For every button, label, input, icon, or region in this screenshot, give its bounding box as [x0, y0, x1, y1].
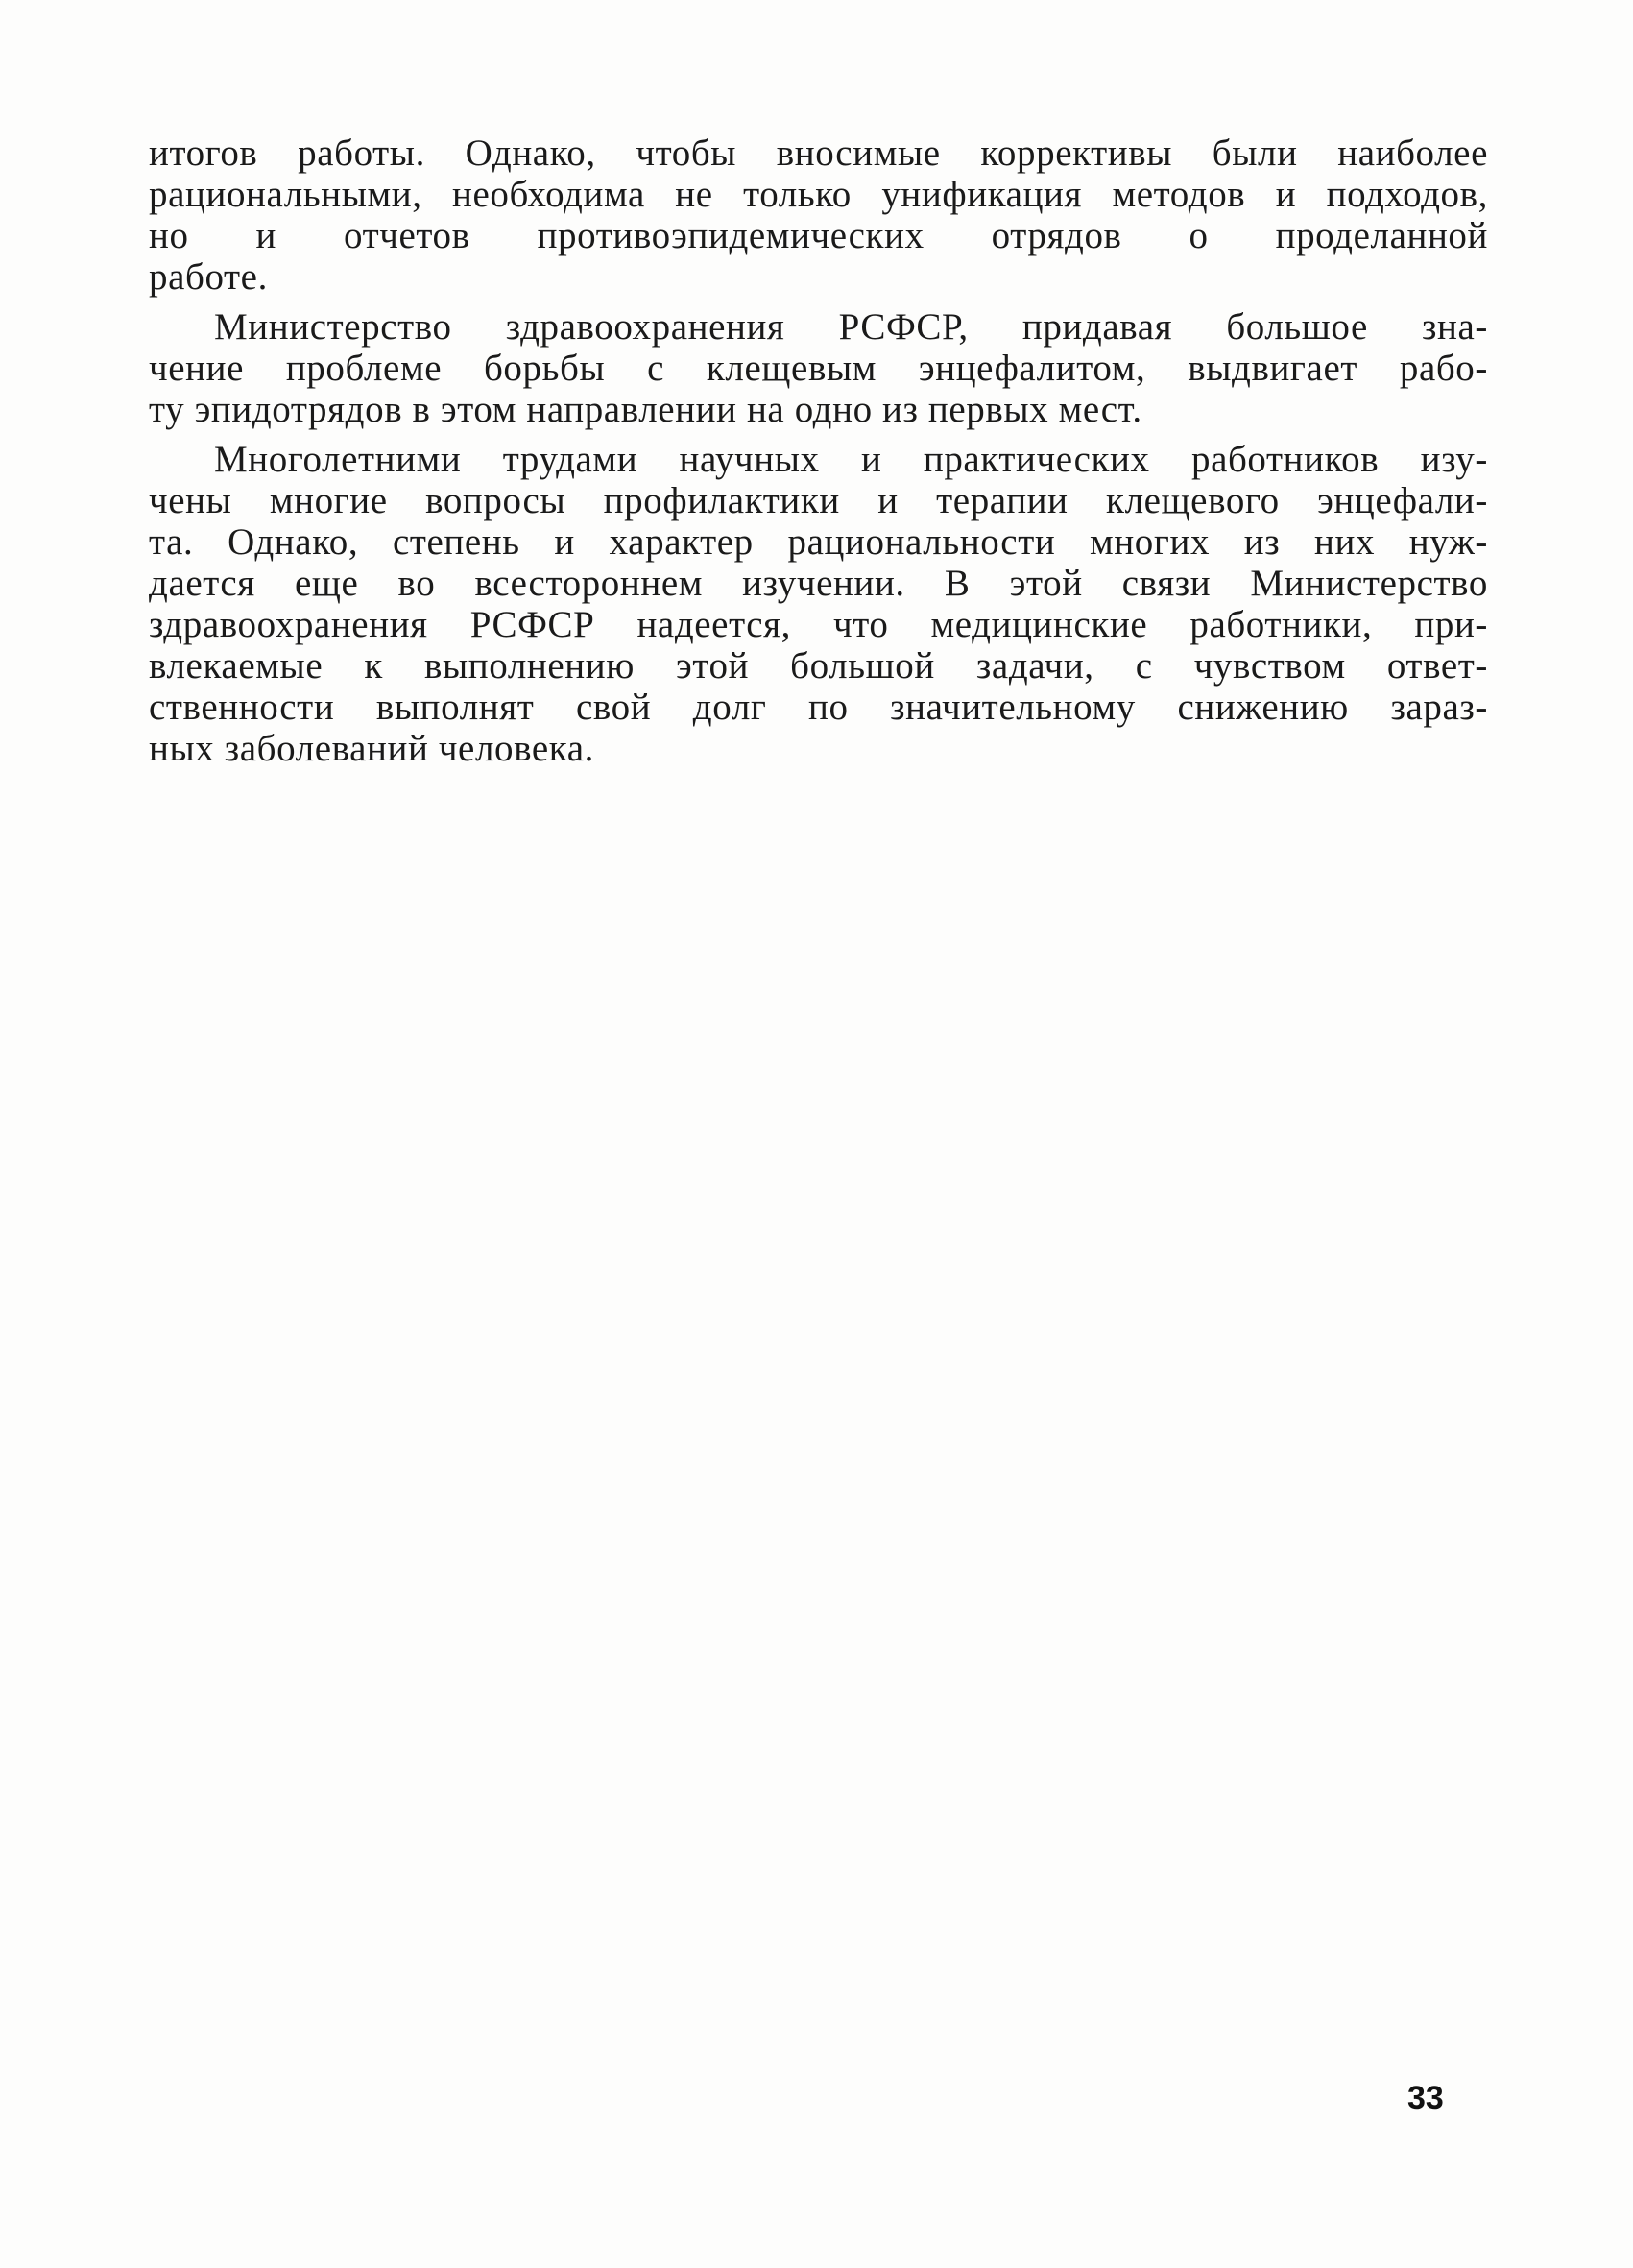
text-line: дается еще во всестороннем изучении. В этой связи Министерство [149, 563, 1488, 604]
paragraph-3 [149, 439, 1488, 769]
paragraph-1 [149, 133, 1488, 298]
text-line: рациональными, необходима не только унификация методов и подходов, [149, 174, 1488, 215]
text-line: здравоохранения РСФСР надеется, что медицинские работники, при- [149, 604, 1488, 645]
text-line: ту эпидотрядов в этом направлении на одно из первых мест. [149, 389, 1142, 430]
text-line: Многолетними трудами научных и практических работников изу- [214, 439, 1488, 480]
text-line: ных заболеваний человека. [149, 728, 595, 769]
paragraph-2 [149, 306, 1488, 430]
text-line: но и отчетов противоэпидемических отрядов о проделанной [149, 215, 1488, 256]
text-line: работе. [149, 256, 268, 298]
text-line: итогов работы. Однако, чтобы вносимые коррективы были наиболее [149, 133, 1488, 174]
page-number: 33 [1407, 2080, 1444, 2116]
text-line: та. Однако, степень и характер рациональности многих из них нуж- [149, 521, 1488, 563]
text-line: влекаемые к выполнению этой большой задачи, с чувством ответ- [149, 645, 1488, 687]
text-line: Министерство здравоохранения РСФСР, придавая большое зна- [214, 306, 1488, 348]
text-line: ственности выполнят свой долг по значительному снижению зараз- [149, 687, 1488, 728]
text-line: чены многие вопросы профилактики и терапии клещевого энцефали- [149, 480, 1488, 521]
text-line: чение проблеме борьбы с клещевым энцефалитом, выдвигает рабо- [149, 348, 1488, 389]
body-text [149, 133, 1488, 778]
